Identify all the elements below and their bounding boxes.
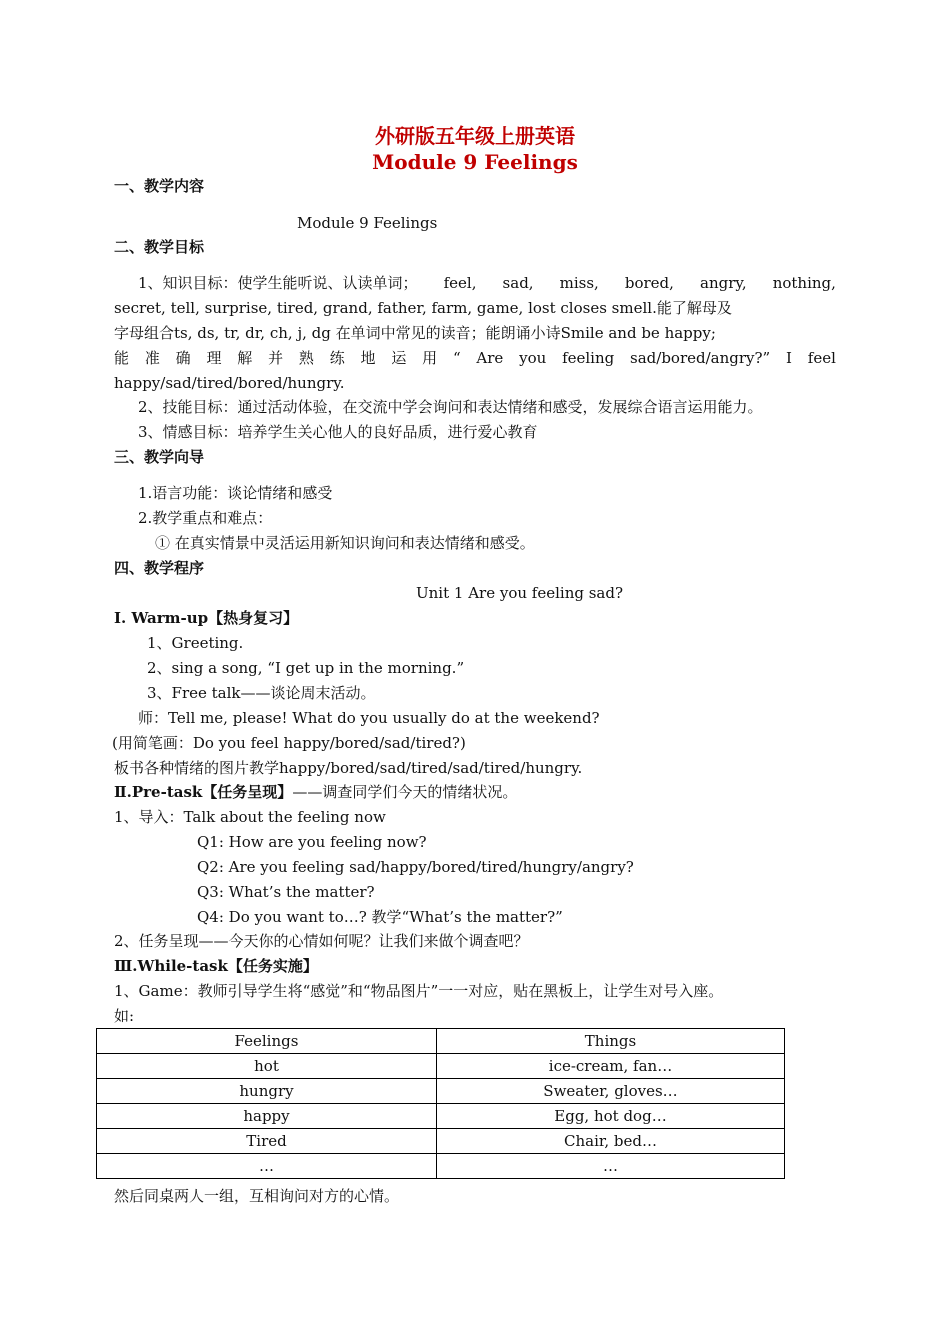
pretask-description: ——调查同学们今天的情绪状况。 — [292, 783, 518, 801]
example-label: 如: — [114, 1007, 135, 1025]
whiletask-heading: Ⅲ.While-task【任务实施】 — [114, 957, 318, 975]
guide-key-points: 2.教学重点和难点： — [138, 509, 273, 527]
unit-title: Unit 1 Are you feeling sad? — [416, 584, 624, 602]
goal1-line5: happy/sad/tired/bored/hungry. — [114, 374, 345, 392]
table-header-row — [97, 1029, 785, 1054]
table-header-things: Things — [437, 1029, 785, 1054]
module-title: Module 9 Feelings — [297, 214, 438, 232]
table-cell: ice-cream, fan… — [437, 1054, 785, 1079]
goal3: 3、情感目标：培养学生关心他人的良好品质，进行爱心教育 — [138, 423, 538, 441]
table-header-feelings: Feelings — [97, 1029, 437, 1054]
guide-language-function: 1.语言功能：谈论情绪和感受 — [138, 484, 333, 502]
question-3: Q3: What’s the matter? — [197, 883, 375, 901]
section-heading-procedure: 四、教学程序 — [114, 559, 205, 577]
warmup-heading: Ⅰ. Warm-up【热身复习】 — [114, 609, 299, 627]
question-2: Q2: Are you feeling sad/happy/bored/tired/hungry/angry? — [197, 858, 634, 876]
warmup-item-2: 2、sing a song, “I get up in the morning.” — [147, 659, 465, 677]
warmup-item-3: 3、Free talk——谈论周末活动。 — [147, 684, 376, 702]
closing-line: 然后同桌两人一组，互相询问对方的心情。 — [114, 1187, 400, 1205]
section-heading-goals: 二、教学目标 — [114, 238, 205, 256]
table-cell: Sweater, gloves… — [437, 1079, 785, 1104]
intro-line: 1、导入：Talk about the feeling now — [114, 808, 386, 826]
goal1-line1: 1、知识目标：使学生能听说、认读单词； feel, sad, miss, bored, angry, nothing, — [138, 274, 836, 292]
table-cell: Tired — [97, 1129, 437, 1154]
task-line: 2、任务呈现——今天你的心情如何呢？让我们来做个调查吧？ — [114, 932, 529, 950]
table-cell: happy — [97, 1104, 437, 1129]
document-title-english: Module 9 Feelings — [372, 150, 578, 174]
table-row — [97, 1079, 785, 1104]
table-row — [97, 1104, 785, 1129]
guide-key-point-item: ① 在真实情景中灵活运用新知识询问和表达情绪和感受。 — [155, 534, 535, 552]
feelings-things-table — [96, 1028, 785, 1179]
goal1-line2: secret, tell, surprise, tired, grand, father, farm, game, lost closes smell.能了解母及 — [114, 299, 732, 317]
pretask-line — [114, 782, 517, 802]
table-cell: Chair, bed… — [437, 1129, 785, 1154]
table-row — [97, 1154, 785, 1179]
goal1-line4: 能 准 确 理 解 并 熟 练 地 运 用 “ Are you feeling sad/bored/angry?” I feel — [114, 349, 836, 367]
document-title-chinese: 外研版五年级上册英语 — [375, 124, 575, 148]
table-cell: Egg, hot dog… — [437, 1104, 785, 1129]
game-line: 1、Game：教师引导学生将“感觉”和“物品图片”一一对应，贴在黑板上，让学生对号入座。 — [114, 982, 724, 1000]
warmup-item-1: 1、Greeting. — [147, 634, 244, 652]
section-heading-guide: 三、教学向导 — [114, 448, 205, 466]
goal1-line3: 字母组合ts, ds, tr, dr, ch, j, dg 在单词中常见的读音；能朗诵小诗Smile and be happy; — [114, 324, 716, 342]
pretask-heading: Ⅱ.Pre-task【任务呈现】 — [114, 783, 293, 801]
drawing-line: (用简笔画：Do you feel happy/bored/sad/tired?) — [112, 734, 466, 752]
question-1: Q1: How are you feeling now? — [197, 833, 427, 851]
board-line: 板书各种情绪的图片教学happy/bored/sad/tired/sad/tired/hungry. — [114, 759, 583, 777]
table-row — [97, 1129, 785, 1154]
question-4: Q4: Do you want to…? 教学“What’s the matter?” — [197, 908, 563, 926]
table-cell: … — [97, 1154, 437, 1179]
table-row — [97, 1054, 785, 1079]
table-cell: hungry — [97, 1079, 437, 1104]
table-cell: … — [437, 1154, 785, 1179]
section-heading-content: 一、教学内容 — [114, 177, 205, 195]
table-cell: hot — [97, 1054, 437, 1079]
goal2: 2、技能目标：通过活动体验，在交流中学会询问和表达情绪和感受，发展综合语言运用能力。 — [138, 398, 763, 416]
teacher-line: 师：Tell me, please! What do you usually do at the weekend? — [138, 709, 600, 727]
